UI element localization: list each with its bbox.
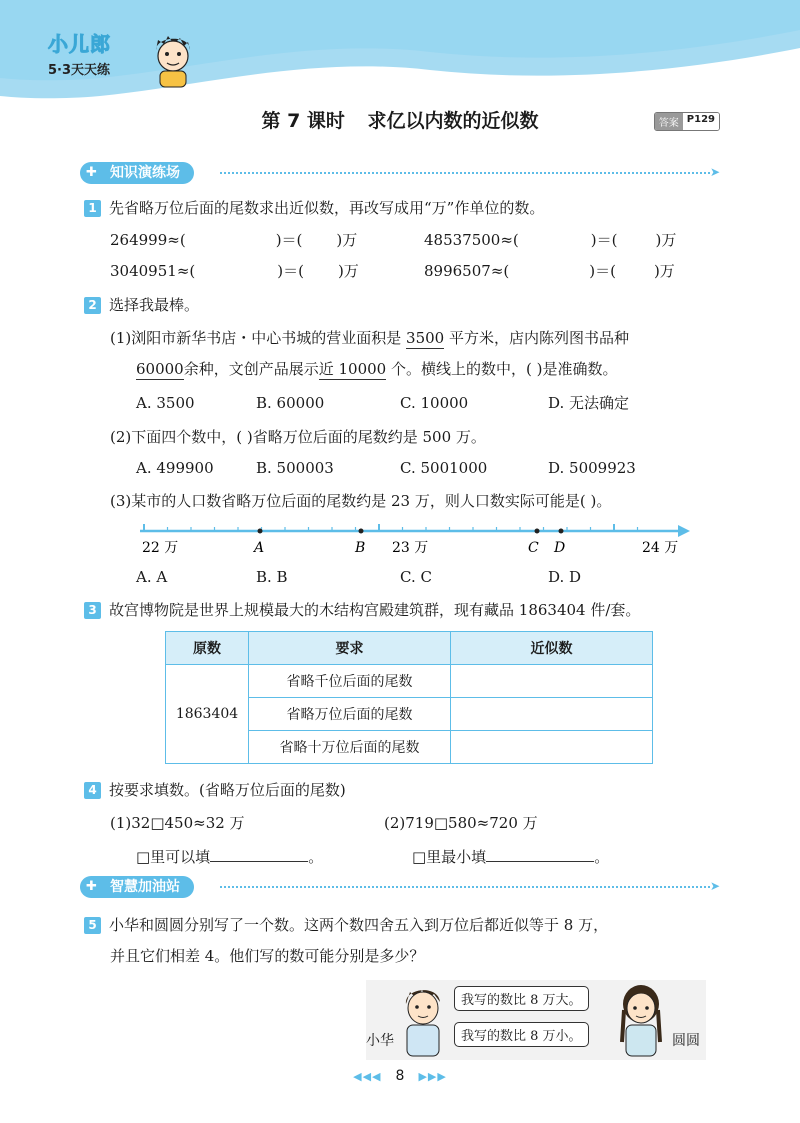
speech-bubble-girl: 我写的数比 8 万小。 (454, 1022, 589, 1047)
q1-unit: )万 (655, 231, 677, 249)
point-c-label: C (528, 540, 539, 556)
section-challenge-header (80, 876, 720, 898)
q2-number: 2 (84, 297, 101, 314)
q1-approx: ≈( (490, 262, 510, 280)
table-row (166, 665, 653, 698)
q3-text: 故宫博物院是世界上规模最大的木结构宫殿建筑群，现有藏品 1863404 件/套。 (109, 601, 641, 619)
section-mark-icon: ✚ (86, 879, 97, 894)
dotted-divider (220, 172, 710, 174)
brand-name: 小儿郎 (48, 32, 111, 56)
section-mark-icon: ✚ (86, 165, 97, 180)
q2-part1-line1 (110, 327, 629, 349)
lesson-number: 第 7 课时 (261, 110, 345, 132)
girl-figure-icon (614, 980, 668, 1058)
q2-prompt (84, 294, 199, 316)
q1-prompt (84, 197, 544, 219)
q1-text: 先省略万位后面的尾数求出近似数，再改写成用“万”作单位的数。 (109, 199, 545, 217)
q2-p2-option-a[interactable]: A. 499900 (136, 459, 214, 477)
dotted-divider (220, 886, 710, 888)
lesson-name: 求亿以内数的近似数 (367, 110, 539, 132)
section-challenge-title: 智慧加油站 (110, 879, 180, 895)
q4-number: 4 (84, 782, 101, 799)
brand-subtitle: 5·3天天练 (48, 63, 111, 78)
q4-p2-fill-label: □里最小填 (412, 848, 487, 866)
table-cell-original: 1863404 (166, 665, 249, 764)
q1-number: 1 (84, 200, 101, 217)
tick-label-24: 24 万 (642, 540, 679, 556)
q2-p3-option-a[interactable]: A. A (136, 568, 168, 586)
q1-item-4 (424, 260, 675, 282)
q5-number: 5 (84, 917, 101, 934)
table-cell-answer[interactable] (451, 665, 653, 698)
point-d-dot (559, 529, 564, 534)
q2-p1-option-a[interactable]: A. 3500 (136, 394, 195, 412)
q2-p1-option-d[interactable]: D. 无法确定 (548, 394, 630, 412)
q4-part2-fill (412, 846, 609, 868)
point-c-dot (535, 529, 540, 534)
q2-p1-option-b[interactable]: B. 60000 (256, 394, 325, 412)
q2-part1-line2 (136, 358, 618, 380)
q1-unit: )万 (337, 262, 359, 280)
name-girl: 圆圆 (672, 1033, 700, 1049)
q2-p2-option-b[interactable]: B. 500003 (256, 459, 334, 477)
table-cell-answer[interactable] (451, 731, 653, 764)
q1-item-1 (110, 229, 357, 251)
table-header-row (166, 632, 653, 665)
q4-part1-fill (136, 846, 323, 868)
speech-bubble-boy: 我写的数比 8 万大。 (454, 986, 589, 1011)
q4-p1-fill-label: □里可以填 (136, 848, 211, 866)
number-line (130, 518, 700, 558)
q2-p3-option-d[interactable]: D. D (548, 568, 582, 586)
table-header-original: 原数 (166, 632, 249, 665)
q1-item-2 (424, 229, 676, 251)
table-cell-answer[interactable] (451, 698, 653, 731)
page-number: 8 (395, 1068, 405, 1084)
name-boy: 小华 (366, 1033, 394, 1049)
q3-table (165, 631, 653, 764)
q2-p3-option-c[interactable]: C. C (400, 568, 432, 586)
number-line-arrow-icon (678, 525, 690, 537)
q2-p1-question: 个。横线上的数中，( )是准确数。 (391, 360, 618, 378)
boy-mascot-icon (150, 32, 196, 88)
point-a-dot (258, 529, 263, 534)
q5-line2: 并且它们相差 4。他们写的数可能分别是多少？ (110, 947, 425, 965)
q2-part3-text: (3)某市的人口数省略万位后面的尾数约是 23 万，则人口数实际可能是( )。 (110, 492, 612, 510)
tick-label-22: 22 万 (142, 540, 179, 556)
next-arrows-icon: ▶▶▶ (418, 1070, 447, 1083)
q1-number-value: 8996507 (424, 262, 491, 280)
q2-text: 选择我最棒。 (109, 296, 200, 314)
section-practice-title: 知识演练场 (110, 165, 180, 181)
point-b-label: B (355, 540, 366, 556)
q1-equals: )＝( (277, 262, 304, 280)
q5-line1 (84, 914, 608, 936)
section-challenge-pill (80, 876, 194, 898)
q1-unit: )万 (653, 262, 675, 280)
q1-number-value: 3040951 (110, 262, 177, 280)
q1-equals: )＝( (590, 231, 618, 249)
q4-part2: (2)719□580≈720 万 (384, 814, 538, 832)
q2-p1-text: 余种，文创产品展示 (183, 360, 319, 378)
q2-p1-underlined-10000: 近 10000 (318, 360, 387, 378)
tick-label-23: 23 万 (392, 540, 429, 556)
q1-equals: )＝( (589, 262, 616, 280)
q1-approx: ≈( (500, 231, 519, 249)
q2-p3-option-b[interactable]: B. B (256, 568, 288, 586)
q4-text: 按要求填数。(省略万位后面的尾数) (109, 781, 346, 799)
q2-p1-text: (1)浏阳市新华书店・中心书城的营业面积是 (110, 329, 402, 347)
q1-item-3 (110, 260, 359, 282)
q1-approx: ≈( (167, 231, 186, 249)
q3-number: 3 (84, 602, 101, 619)
q4-part1: (1)32□450≈32 万 (110, 814, 245, 832)
prev-arrows-icon: ◀◀◀ (353, 1070, 382, 1083)
q2-p1-text: 平方米，店内陈列图书品种 (449, 329, 630, 347)
q4-period: 。 (594, 848, 610, 866)
q1-approx: ≈( (176, 262, 196, 280)
q2-p1-option-c[interactable]: C. 10000 (400, 394, 469, 412)
q2-p1-underlined-3500: 3500 (406, 329, 445, 347)
brand-logo (48, 28, 128, 78)
q2-p1-underlined-60000: 60000 (136, 360, 184, 378)
arrow-right-icon: ➤ (709, 879, 720, 893)
point-b-dot (359, 529, 364, 534)
q1-number-value: 48537500 (424, 231, 501, 249)
answer-page-tag[interactable] (654, 112, 720, 131)
table-cell-requirement: 省略千位后面的尾数 (249, 665, 451, 698)
arrow-right-icon: ➤ (709, 165, 720, 179)
section-practice-pill (80, 162, 194, 184)
q4-p2-answer-blank[interactable] (486, 847, 594, 862)
table-header-requirement: 要求 (249, 632, 451, 665)
boy-figure-icon (398, 982, 448, 1058)
table-header-approx: 近似数 (451, 632, 653, 665)
table-cell-requirement: 省略万位后面的尾数 (249, 698, 451, 731)
page-footer (0, 1068, 800, 1084)
answer-page: P129 (683, 113, 719, 130)
q2-p2-option-c[interactable]: C. 5001000 (400, 459, 488, 477)
q3-prompt (84, 599, 640, 621)
q1-equals: )＝( (275, 231, 303, 249)
answer-label: 答案 (655, 113, 683, 130)
point-d-label: D (554, 540, 566, 556)
q1-unit: )万 (336, 231, 358, 249)
q4-p1-answer-blank[interactable] (210, 847, 308, 862)
q1-number-value: 264999 (110, 231, 168, 249)
q5-text-1: 小华和圆圆分别写了一个数。这两个数四舍五入到万位后都近似等于 8 万， (109, 916, 609, 934)
q4-period: 。 (308, 848, 324, 866)
q2-part2-text: (2)下面四个数中，( )省略万位后面的尾数约是 500 万。 (110, 428, 486, 446)
point-a-label: A (254, 540, 265, 556)
q4-prompt (84, 779, 346, 801)
q2-p2-option-d[interactable]: D. 5009923 (548, 459, 636, 477)
section-practice-header (80, 162, 720, 184)
table-cell-requirement: 省略十万位后面的尾数 (249, 731, 451, 764)
